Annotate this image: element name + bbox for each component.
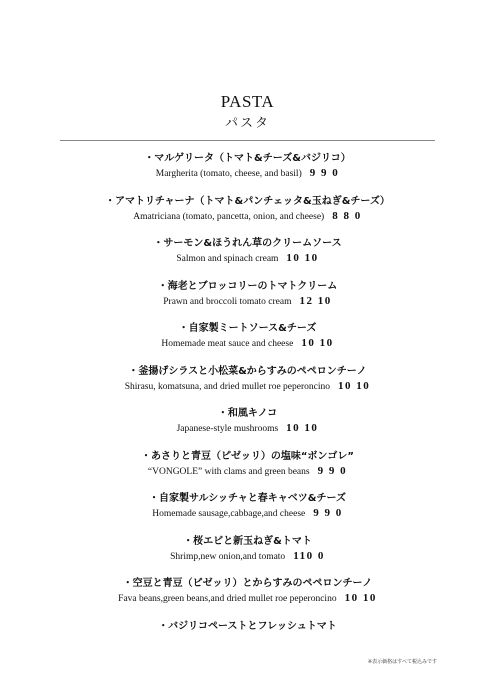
item-price: 10 10 [301, 337, 334, 349]
tax-footnote: ※表示価格はすべて税込みです [367, 659, 437, 665]
item-name-jp: ・桜エビと新玉ねぎ&トマト [183, 535, 312, 547]
item-name-en: Prawn and broccoli tomato cream [163, 296, 292, 307]
item-name-jp: ・あさりと青豆（ピゼッリ）の塩味“ボンゴレ” [141, 450, 354, 462]
item-name-jp: ・空豆と青豆（ピゼッリ）とからすみのペペロンチーノ [122, 578, 373, 589]
item-name-jp: ・マルゲリータ（トマト&チーズ&バジリコ） [144, 153, 351, 164]
menu-item [0, 448, 495, 491]
item-name-en: Salmon and spinach cream [176, 254, 279, 264]
item-name-en: Homemade sausage,cabbage,and cheese [152, 509, 306, 519]
title-divider [60, 140, 435, 141]
menu-item [0, 363, 495, 406]
item-name-jp: ・サーモン&ほうれん草のクリームソース [153, 238, 342, 249]
menu-list [0, 150, 495, 660]
item-name-jp: ・自家製ミートソース&チーズ [178, 323, 317, 334]
menu-item [0, 193, 495, 236]
menu-item [0, 533, 495, 576]
item-name-en: Japanese-style mushrooms [176, 424, 279, 434]
item-name-en: “VONGOLE” with clams and green beans [147, 466, 310, 477]
item-name-jp: ・海老とブロッコリーのトマトクリーム [157, 280, 338, 292]
item-name-en: Fava beans,green beans,and dried mullet roe peperoncino [118, 594, 337, 604]
page-title: PASTA [220, 92, 275, 111]
menu-item [0, 490, 495, 533]
item-name-en: Homemade meat sauce and cheese [161, 339, 294, 349]
menu-item [0, 278, 495, 321]
menu-item [0, 575, 495, 618]
item-price: 10 10 [286, 252, 319, 264]
menu-item [0, 618, 495, 661]
item-name-en: Margherita (tomato, cheese, and basil) [155, 169, 302, 179]
menu-item [0, 235, 495, 278]
item-name-jp: ・和風キノコ [217, 408, 278, 419]
item-price: 12 10 [299, 294, 332, 307]
item-name-en: Shrimp,new onion,and tomato [170, 551, 286, 562]
item-name-en: Shirasu, komatsuna, and dried mullet roe peperoncino [124, 381, 330, 392]
item-price: 110 0 [293, 549, 325, 562]
item-name-jp: ・自家製サルシッチャと春キャベツ&チーズ [149, 493, 346, 504]
item-price: 10 10 [338, 379, 371, 392]
page-subtitle: パスタ [224, 116, 270, 131]
menu-item [0, 150, 495, 193]
item-price: 9 9 0 [317, 464, 348, 477]
item-price: 10 10 [286, 422, 319, 434]
item-name-jp: ・釜揚げシラスと小松菜&からすみのペペロンチーノ [128, 365, 367, 377]
item-price: 9 9 0 [309, 167, 340, 179]
item-price: 9 9 0 [313, 507, 343, 519]
item-price: 10 10 [344, 592, 377, 604]
item-price: 8 8 0 [332, 209, 362, 222]
item-name-jp: ・アマトリチャーナ（トマト&パンチェッタ&玉ねぎ&チーズ） [105, 195, 390, 207]
item-name-jp: ・バジリコペーストとフレッシュトマト [158, 620, 337, 632]
menu-item [0, 405, 495, 448]
menu-item [0, 320, 495, 363]
item-name-en: Amatriciana (tomato, pancetta, onion, and cheese) [133, 211, 325, 222]
